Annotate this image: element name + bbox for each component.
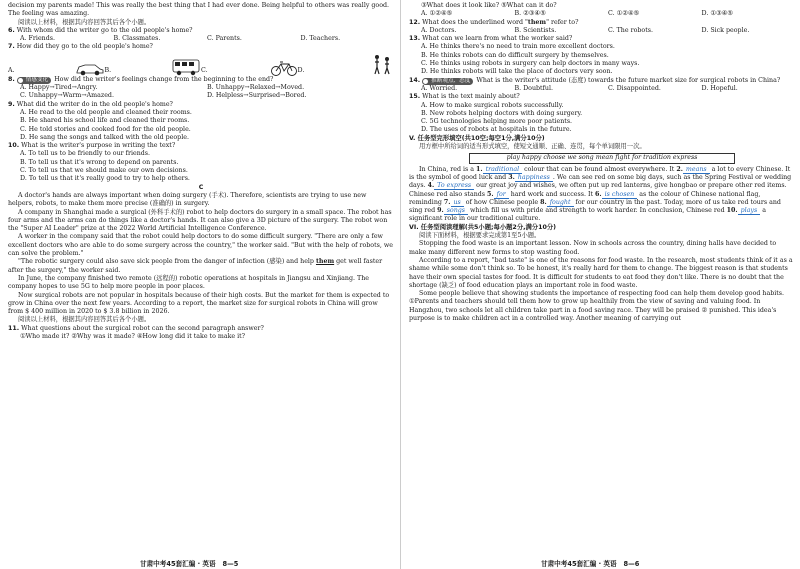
passage-paragraph: A company in Shanghai made a surgical (外科手术的) robot to help doctors do surgery in a small space. The robot has four arms and the arms can do things like a doctor's hands. It can also give a 3D picture of the surgery. The robot won the "Super AI Leader" prize at the 2022 World Artificial Intelligence Conference. [8,208,392,233]
section-c-heading: C [198,183,204,191]
q8-options-row1 [8,84,394,92]
option: B. He thinks robots can do difficult surgery by themselves. [421,51,609,59]
question-15: 15. What is the text mainly about? [409,93,520,101]
skill-tag: 推断观点、态度 [422,78,473,85]
option: A. He thinks there's no need to train more excellent doctors. [421,43,615,51]
q12-options [409,27,795,35]
answer: songs [444,207,468,215]
option: A. Friends. [20,35,55,43]
question-9: 9. What did the writer do in the old people's home? [8,100,173,108]
q7-options: A. B. C. D. [8,52,394,76]
footer: 甘肃中考45套汇编 · 英语 8—5 [140,560,239,568]
option: B. ②③④⑤ [514,10,546,18]
option: D. He thinks robots will take the place of doctors very soon. [421,68,613,76]
bicycle-icon [270,60,298,76]
passage-paragraph: A doctor's hands are always important when doing surgery (手术). Therefore, scientists are trying to use new helpers, robots, to make them more precise (准确的) in surgery. [8,191,367,208]
q11-items-cont: ③What does it look like? ⑤What can it do? [421,2,557,9]
passage-paragraph: In June, the company finished two remote (远程的) robotic operations at hospitals in Jiangsu and Xinjiang. The company hopes to use 5G to help more people in poor places. [8,274,369,291]
option: B. Doubtful. [514,84,553,92]
option: A. How to make surgical robots successfully. [421,101,564,109]
left-column [8,2,394,341]
question-13: 13. What can we learn from what the worker said? [409,35,573,43]
option: D. To tell us that it's really good to try to help others. [20,175,190,183]
option: D. Hopeful. [701,84,738,92]
question-11: 11. What questions about the surgical robot can the second paragraph answer? [8,324,264,332]
option: C. Unhappy→Warm→Amazed. [20,92,114,100]
word-box: play happy choose we song mean fight for tradition express [469,153,735,163]
question-14: 14. 推断观点、态度 What is the writer's attitude (态度) towards the future market size for surgical robots in China? [409,76,781,84]
right-column [409,2,795,323]
q6-options [8,35,394,43]
passage-paragraph: A worker in the company said that the robot could help doctors to do some difficult surgery. "There are only a few excellent doctors who are able to do some surgery across the country," the worker said. "But with the help of robots, we can solve the problem." [8,233,393,258]
instruction: 用方框中所给词的适当形式填空，使短文通顺、正确、连贯，每个单词限用一次。 [419,143,646,151]
option: C. Parents. [207,35,242,43]
option: A. He read to the old people and cleaned their rooms. [20,108,192,116]
option: C. The robots. [608,26,653,34]
q11-items: ①Who made it? ②Why was it made? ④How long did it take to make it? [20,332,246,340]
underlined-word: them [315,258,335,266]
question-10: 10. What is the writer's purpose in writing the text? [8,142,176,150]
passage-paragraph: "The robotic surgery could also save sick people from the danger of infection (感染) and help them get well faster after the surgery," the worker said. [8,258,383,274]
question-8: 8. 情感变化 How did the writer's feelings change from the beginning to the end? [8,75,274,83]
option: D. Helpless→Surprised→Bored. [207,92,307,100]
instruction: 阅读下面材料，根据要求完成第1至5小题。 [419,232,541,240]
answer: for [494,191,509,199]
passage-paragraph: Now surgical robots are not popular in hospitals because of their high costs. But the market for them is expected to grow in China over the next few years. According to a report, the market size for surgical robots in China will grow from $ 400 million in 2020 to $ 3.8 billion in 2026. [8,291,390,316]
option: A. Happy→Tired→Angry. [20,84,98,92]
option: D. ①③④⑤ [701,10,733,18]
passage-paragraph: According to a report, "bad taste" is one of the reasons for food waste. In the research, most students think of it as a shame while some don't think so. To be honest, it's really hard for them to change. The biggest reason is that students have their own special tastes for food. It is difficult for students to eat food they don't like. There is no doubt that the shortage (缺乏) of food education plays an important role in food waste. [409,256,793,289]
option: C. Disappointed. [608,84,661,92]
answer: traditional [483,166,523,174]
option: D. He sang the songs and talked with the old people. [20,133,189,141]
right-page [400,0,800,569]
instruction: 阅读以上材料，根据其内容回答其后各个小题。 [18,316,151,324]
answer: plays [738,207,761,215]
q11-options [409,10,795,18]
answer: fought [547,199,574,207]
answer: is chosen [602,191,638,199]
question-7: 7. How did they go to the old people's home? [8,43,153,51]
option: C. ①②④⑤ [608,10,640,18]
option: B. He shared his school life and cleaned their rooms. [20,117,190,125]
option: C. 5G technologies helping more poor patients. [421,118,573,126]
option: B. To tell us that it's wrong to depend on parents. [20,158,179,166]
answer: happiness [515,174,553,182]
answer: To express [434,182,474,190]
option: C. To tell us that we should make our own decisions. [20,167,188,175]
option: A. To tell us to be friendly to our friends. [20,150,151,158]
question-12: 12. What does the underlined word "them" refer to? [409,18,579,26]
skill-tag: 情感变化 [17,77,51,84]
option: B. Classmates. [113,35,161,43]
option: A. Worried. [421,84,458,92]
option: A. Doctors. [421,26,457,34]
option: D. The uses of robots at hospitals in the future. [421,126,572,134]
option: C. He told stories and cooked food for the old people. [20,125,191,133]
car-icon [75,62,105,76]
question-6: 6. With whom did the writer go to the old people's home? [8,26,193,34]
option: D. Sick people. [701,26,750,34]
cloze-passage: In China, red is a 1. traditional colour that can be found almost everywhere. It 2. means a lot to every Chinese. It is the symbol of good luck and 3. happiness . We can see red on some big days, such as the Spring Festival or wedding days. 4. To express our great joy and wishes, we often put up red lanterns, give hongbao or prepare other red items. Chinese red also stands 5. for hard work and success. It 6. is chosen as the colour of Chinese national flag, reminding 7. us of how Chinese people 8. fought for our country in the past. Today, more of us take red tours and sing red 9. songs which fill us with pride and strength to work harder. In conclusion, Chinese red 10. plays a significant role in our traditional culture. [409,165,792,223]
instruction: 阅读以上材料，根据其内容回答其后各个小题。 [18,18,151,26]
option: C. He thinks using robots in surgery can help doctors in many ways. [421,60,640,68]
bus-icon [171,58,201,76]
option: A. ①②④⑤ [421,10,453,18]
q8-options-row2 [8,92,394,100]
passage-paragraph: Some people believe that showing students the importance of respecting food can help them develop good habits. ①Parents and teachers should tell them how to grow up healthily from the view of saving and valuing food. In Hangzhou, two schools let all children take part in a food saving race. They will be praised ② punished. This idea's purpose is to make children act in a controlled way. Another meaning of carrying out [409,290,785,322]
intro-paragraph: decision my parents made! This was really the best thing that I had ever done. Being helpful to others was really good. The feeling was amazing. [8,2,390,18]
option: B. Unhappy→Relaxed→Moved. [207,84,305,92]
walking-icon [372,54,394,76]
footer: 甘肃中考45套汇编 · 英语 8—6 [541,560,640,568]
option: B. Scientists. [514,26,557,34]
option: B. New robots helping doctors with doing surgery. [421,109,583,117]
passage-paragraph: Stopping the food waste is an important lesson. Now in schools across the country, dining halls have decided to make many different new forms to stop wasting food. [409,240,777,256]
section-6-heading: VI. 任务型阅读理解(共5小题;每小题2分,满分10分) [409,223,557,231]
option: D. Teachers. [300,35,341,43]
answer: means [683,166,710,174]
section-5-heading: V. 任务型完形填空(共10空;每空1分,满分10分) [409,134,545,142]
q14-options [409,85,795,93]
answer: us [451,199,464,207]
